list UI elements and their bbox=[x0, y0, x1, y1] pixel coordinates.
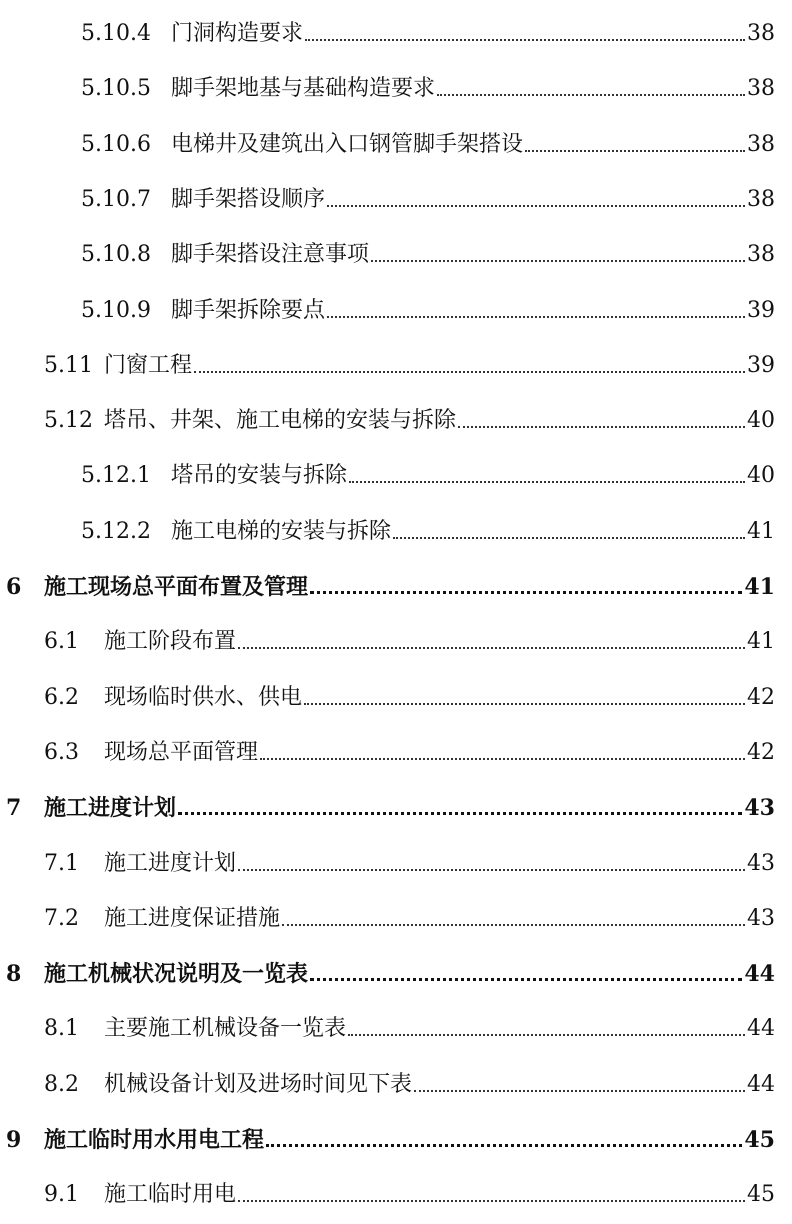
toc-entry-page-number: 39 bbox=[747, 352, 775, 378]
toc-entry-page-number: 38 bbox=[747, 76, 775, 102]
toc-entry-page-number: 38 bbox=[747, 131, 775, 157]
toc-entry[interactable] bbox=[81, 517, 775, 547]
toc-entry-number: 5.11 bbox=[44, 352, 93, 378]
dot-leader bbox=[437, 94, 745, 96]
toc-entry-page-number: 45 bbox=[744, 1127, 775, 1153]
toc-entry-title: 脚手架拆除要点 bbox=[171, 297, 326, 323]
toc-chapter-entry[interactable] bbox=[6, 572, 775, 602]
toc-entry-number: 8.1 bbox=[44, 1016, 79, 1042]
toc-entry-number: 8 bbox=[6, 961, 22, 988]
toc-entry-number: 9 bbox=[6, 1127, 22, 1153]
toc-entry[interactable] bbox=[44, 738, 775, 768]
toc-entry-page-number: 38 bbox=[747, 186, 775, 212]
dot-leader bbox=[238, 1200, 745, 1202]
toc-entry[interactable] bbox=[44, 351, 775, 381]
toc-entry-number: 8.2 bbox=[44, 1071, 79, 1097]
toc-entry-title: 施工临时用电 bbox=[104, 1182, 237, 1208]
toc-entry-page-number: 44 bbox=[744, 961, 775, 988]
dot-leader bbox=[349, 481, 745, 483]
toc-entry[interactable] bbox=[81, 19, 775, 49]
toc-entry-number: 7.2 bbox=[44, 905, 79, 931]
dot-leader bbox=[348, 1034, 745, 1036]
toc-entry-title: 脚手架地基与基础构造要求 bbox=[171, 76, 436, 102]
toc-entry-page-number: 40 bbox=[747, 408, 775, 434]
toc-entry-page-number: 43 bbox=[747, 850, 775, 876]
toc-entry-number: 5.12.2 bbox=[81, 518, 151, 544]
toc-entry-page-number: 43 bbox=[747, 905, 775, 931]
toc-entry-title: 现场总平面管理 bbox=[104, 739, 259, 765]
toc-entry-title: 主要施工机械设备一览表 bbox=[104, 1016, 347, 1042]
toc-entry[interactable] bbox=[44, 1014, 775, 1044]
toc-entry-title: 门窗工程 bbox=[104, 352, 193, 378]
toc-entry-title: 脚手架搭设顺序 bbox=[171, 186, 326, 212]
toc-entry-number: 7 bbox=[6, 795, 22, 822]
toc-entry-title: 机械设备计划及进场时间见下表 bbox=[104, 1071, 413, 1097]
dot-leader bbox=[310, 591, 742, 594]
toc-entry-title: 电梯井及建筑出入口钢管脚手架搭设 bbox=[171, 131, 524, 157]
toc-entry[interactable] bbox=[81, 130, 775, 160]
toc-entry-page-number: 45 bbox=[747, 1182, 775, 1208]
dot-leader bbox=[458, 426, 745, 428]
toc-entry-page-number: 39 bbox=[747, 297, 775, 323]
dot-leader bbox=[304, 703, 745, 705]
dot-leader bbox=[371, 260, 745, 262]
toc-entry[interactable] bbox=[81, 240, 775, 270]
dot-leader bbox=[393, 537, 745, 539]
toc-entry-number: 6 bbox=[6, 574, 22, 600]
toc-entry[interactable] bbox=[44, 406, 775, 436]
toc-entry-title: 施工机械状况说明及一览表 bbox=[44, 961, 309, 988]
toc-entry-title: 施工电梯的安装与拆除 bbox=[171, 518, 392, 544]
dot-leader bbox=[525, 150, 745, 152]
dot-leader bbox=[260, 758, 745, 760]
toc-entry-number: 7.1 bbox=[44, 850, 79, 876]
dot-leader bbox=[238, 647, 745, 649]
dot-leader bbox=[194, 371, 745, 373]
toc-entry-page-number: 41 bbox=[744, 574, 775, 600]
toc-entry-page-number: 42 bbox=[747, 739, 775, 765]
toc-entry-number: 5.12 bbox=[44, 408, 93, 434]
toc-entry-page-number: 40 bbox=[747, 463, 775, 489]
toc-entry-title: 现场临时供水、供电 bbox=[104, 684, 303, 710]
dot-leader bbox=[310, 978, 742, 981]
toc-entry-page-number: 44 bbox=[747, 1016, 775, 1042]
toc-chapter-entry[interactable] bbox=[6, 1125, 775, 1155]
toc-entry-number: 5.10.6 bbox=[81, 131, 151, 157]
toc-entry-title: 塔吊的安装与拆除 bbox=[171, 463, 348, 489]
toc-entry-number: 5.10.7 bbox=[81, 186, 151, 212]
dot-leader bbox=[282, 924, 745, 926]
toc-entry[interactable] bbox=[44, 627, 775, 657]
toc-entry[interactable] bbox=[44, 904, 775, 934]
toc-entry[interactable] bbox=[44, 1180, 775, 1210]
toc-entry-title: 施工阶段布置 bbox=[104, 629, 237, 655]
toc-chapter-entry[interactable] bbox=[6, 793, 775, 823]
toc-entry-page-number: 44 bbox=[747, 1071, 775, 1097]
toc-entry-title: 施工进度计划 bbox=[104, 850, 237, 876]
toc-entry-title: 施工进度保证措施 bbox=[104, 905, 281, 931]
toc-entry-number: 5.10.5 bbox=[81, 76, 151, 102]
toc-entry-title: 施工临时用水用电工程 bbox=[44, 1127, 265, 1153]
toc-entry-page-number: 41 bbox=[747, 629, 775, 655]
toc-entry[interactable] bbox=[44, 849, 775, 879]
toc-entry-title: 脚手架搭设注意事项 bbox=[171, 242, 370, 268]
toc-entry[interactable] bbox=[81, 296, 775, 326]
toc-entry-title: 施工现场总平面布置及管理 bbox=[44, 574, 309, 600]
toc-entry[interactable] bbox=[81, 74, 775, 104]
toc-entry-page-number: 38 bbox=[747, 242, 775, 268]
dot-leader bbox=[327, 316, 745, 318]
dot-leader bbox=[238, 869, 745, 871]
toc-entry-page-number: 43 bbox=[744, 795, 775, 822]
dot-leader bbox=[305, 39, 745, 41]
toc-entry[interactable] bbox=[81, 461, 775, 491]
toc-entry-page-number: 41 bbox=[747, 518, 775, 544]
toc-entry-number: 5.10.4 bbox=[81, 21, 151, 46]
toc-entry-title: 塔吊、井架、施工电梯的安装与拆除 bbox=[104, 408, 457, 434]
toc-entry-title: 门洞构造要求 bbox=[171, 21, 304, 46]
toc-entry[interactable] bbox=[44, 683, 775, 713]
toc-entry-number: 5.12.1 bbox=[81, 463, 151, 489]
toc-entry-number: 5.10.8 bbox=[81, 242, 151, 268]
toc-entry-number: 6.3 bbox=[44, 739, 79, 765]
toc-entry-title: 施工进度计划 bbox=[44, 795, 177, 822]
toc-entry[interactable] bbox=[81, 185, 775, 215]
dot-leader bbox=[178, 812, 742, 815]
toc-entry-page-number: 42 bbox=[747, 684, 775, 710]
dot-leader bbox=[266, 1144, 742, 1147]
toc-entry-number: 6.2 bbox=[44, 684, 79, 710]
toc-entry-number: 6.1 bbox=[44, 629, 79, 655]
dot-leader bbox=[327, 205, 745, 207]
toc-entry-page-number: 38 bbox=[747, 21, 775, 46]
toc-entry-number: 9.1 bbox=[44, 1182, 79, 1208]
dot-leader bbox=[414, 1090, 745, 1092]
toc-entry[interactable] bbox=[44, 1070, 775, 1100]
toc-entry-number: 5.10.9 bbox=[81, 297, 151, 323]
toc-chapter-entry[interactable] bbox=[6, 959, 775, 989]
